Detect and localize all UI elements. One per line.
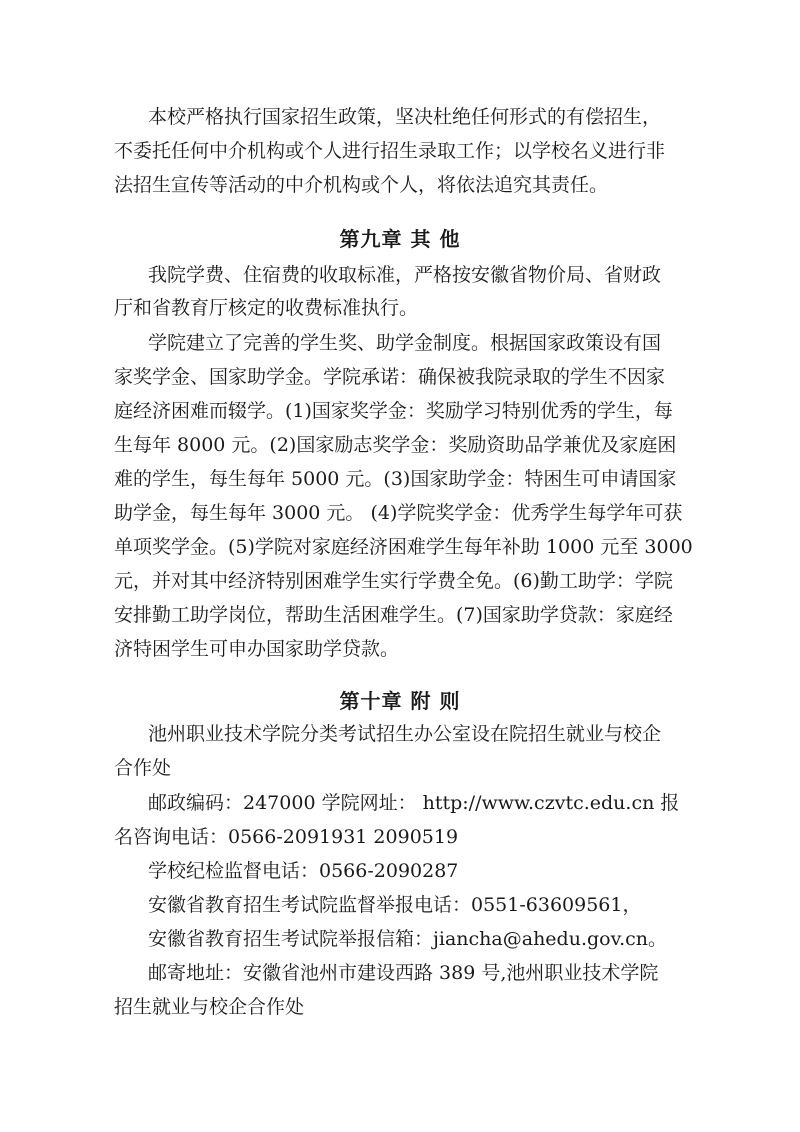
chapter-10-title: 第十章 附 则 [339, 689, 461, 713]
paragraph-line: 单项奖学金。(5)学院对家庭经济困难学生每年补助 1000 元至 3000 [114, 536, 693, 558]
paragraph-line: 助学金，每生每年 3000 元。 (4)学院奖学金：优秀学生每学年可获 [114, 502, 683, 524]
province-report-email: 安徽省教育招生考试院举报信箱：jiancha@ahedu.gov.cn。 [148, 928, 667, 950]
paragraph-line: 庭经济困难而辍学。(1)国家奖学金：奖励学习特别优秀的学生，每 [114, 400, 673, 422]
paragraph-line: 池州职业技术学院分类考试招生办公室设在院招生就业与校企 [148, 723, 662, 745]
paragraph-line: 名咨询电话：0566-2091931 2090519 [114, 826, 459, 848]
province-report-phone: 安徽省教育招生考试院监督举报电话：0551-63609561， [148, 894, 642, 916]
paragraph-line: 我院学费、住宿费的收取标准，严格按安徽省物价局、省财政 [148, 264, 662, 286]
paragraph-line: 元，并对其中经济特别困难学生实行学费全免。(6)勤工助学：学院 [114, 570, 673, 592]
paragraph-line: 家奖学金、国家助学金。学院承诺：确保被我院录取的学生不因家 [114, 366, 666, 388]
paragraph-line: 本校严格执行国家招生政策，坚决杜绝任何形式的有偿招生， [148, 106, 662, 128]
paragraph-line: 不委托任何中介机构或个人进行招生录取工作；以学校名义进行非 [114, 140, 666, 162]
paragraph-line: 生每年 8000 元。(2)国家励志奖学金：奖励资助品学兼优及家庭困 [114, 434, 677, 456]
paragraph-line: 合作处 [114, 757, 172, 779]
chapter-9-title: 第九章 其 他 [339, 227, 461, 251]
paragraph-line: 厅和省教育厅核定的收费标准执行。 [114, 297, 419, 319]
mail-address: 邮寄地址：安徽省池州市建设西路 389 号,池州职业技术学院 [148, 962, 659, 984]
paragraph-line: 法招生宣传等活动的中介机构或个人，将依法追究其责任。 [114, 174, 609, 196]
mail-address: 招生就业与校企合作处 [114, 996, 305, 1018]
paragraph-line: 邮政编码：247000 学院网址： http://www.czvtc.edu.cn 报 [148, 792, 680, 814]
paragraph-line: 难的学生，每生每年 5000 元。(3)国家助学金：特困生可申请国家 [114, 468, 677, 490]
paragraph-line: 济特困学生可申办国家助学贷款。 [114, 638, 400, 660]
discipline-phone: 学校纪检监督电话：0566-2090287 [148, 860, 459, 882]
paragraph-line: 安排勤工助学岗位，帮助生活困难学生。(7)国家助学贷款：家庭经 [114, 604, 673, 626]
paragraph-line: 学院建立了完善的学生奖、助学金制度。根据国家政策设有国 [148, 332, 662, 354]
